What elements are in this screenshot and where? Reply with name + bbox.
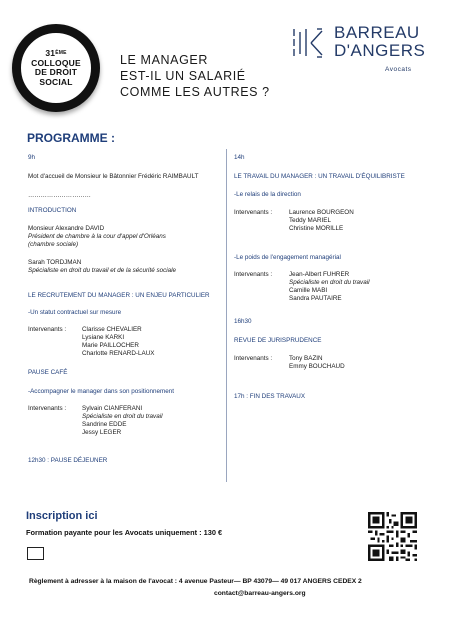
fee-text: Formation payante pour les Avocats uniquement : 130 € [26,528,223,537]
section-jurisprudence-title: REVUE DE JURISPRUDENCE [234,337,322,344]
section-travail-title: LE TRAVAIL DU MANAGER : UN TRAVAIL D'ÉQUILIBRISTE [234,173,405,180]
badge-line-2: COLLOQUE [31,57,81,68]
dotted-separator: ………………………… [28,192,91,199]
intervenants-label: Intervenants : [28,326,67,333]
title-line-3: COMME LES AUTRES ? [120,85,270,99]
intervenant: Tony BAZIN [289,355,323,362]
introduction-heading: INTRODUCTION [28,207,77,214]
intervenant-role: Spécialiste en droit du travail [289,279,370,286]
pause-cafe: PAUSE CAFÉ [28,369,68,376]
title-line-1: LE MANAGER [120,53,208,67]
section-positionnement-subtitle: -Accompagner le manager dans son positionnement [28,388,174,395]
intervenants-label: Intervenants : [234,271,273,278]
intervenant: Jessy LEGER [82,429,122,436]
intervenants-list [289,271,370,303]
qr-code-icon[interactable] [368,512,417,561]
intervenant: Christine MORILLE [289,225,344,232]
intervenants-list [82,405,163,437]
intervenant: Laurence BOURGEON [289,209,354,216]
intervenant: Emmy BOUCHAUD [289,363,345,370]
section-relais-subtitle: -Le relais de la direction [234,191,301,198]
intervenant: Sandra PAUTAIRE [289,295,342,302]
barreau-logo-icon [291,27,325,59]
logo-line-2: D'ANGERS [334,41,426,60]
section-statut-subtitle: -Un statut contractuel sur mesure [28,309,122,316]
section-recrutement-title: LE RECRUTEMENT DU MANAGER : UN ENJEU PARTICULIER [28,292,210,299]
logo-line-1: BARREAU [334,23,420,42]
introduction-speakers [28,225,228,249]
intervenant: Jean-Albert FUHRER [289,271,350,278]
intervenants-label: Intervenants : [234,355,273,362]
speaker-name: Sarah TORDJMAN [28,259,82,266]
contact-email[interactable]: contact@barreau-angers.org [214,590,306,597]
intervenant: Teddy MARIEL [289,217,331,224]
intervenant: Charlotte RENARD-LAUX [82,350,155,357]
registration-checkbox[interactable] [27,547,44,560]
speaker-role: Président de chambre à la cour d'appel d'Orléans [28,233,166,240]
intervenant: Camille MABI [289,287,328,294]
badge-edition: 31ÈME [45,48,67,58]
logo-wordmark [334,24,425,60]
event-title [120,52,270,100]
intervenants-list [289,355,345,371]
column-divider [226,149,227,482]
speaker-role: Spécialiste en droit du travail et de la sécurité sociale [28,267,177,274]
payment-address: Règlement à adresser à la maison de l'avocat : 4 avenue Pasteur— BP 43079— 49 017 ANGERS CEDEX 2 [29,578,362,585]
time-16h30: 16h30 [234,318,252,325]
colloque-badge [12,24,100,112]
intervenants-list [82,326,154,358]
badge-line-4: SOCIAL [39,76,73,87]
intervenant: Sandrine EDDE [82,421,127,428]
time-14h: 14h [234,154,245,161]
programme-heading: PROGRAMME : [27,131,115,145]
lunch-break: 12h30 : PAUSE DÉJEUNER [28,457,108,464]
logo-subtitle: Avocats [385,66,412,73]
intervenants-label: Intervenants : [28,405,67,412]
intervenant: Marie PAILLOCHER [82,342,139,349]
introduction-speaker-2 [28,259,228,275]
badge-line-3: DE DROIT [34,67,78,77]
intervenant: Lysiane KARKI [82,334,125,341]
inscription-link[interactable]: Inscription ici [26,510,98,522]
title-line-2: EST-IL UN SALARIÉ [120,69,246,83]
intervenants-list [289,209,354,233]
intervenant: Clarisse CHEVALIER [82,326,142,333]
speaker-name: Monsieur Alexandre DAVID [28,225,105,232]
intervenants-label: Intervenants : [234,209,273,216]
intervenant-role: Spécialiste en droit du travail [82,413,163,420]
section-engagement-subtitle: -Le poids de l'engagement managérial [234,254,341,261]
time-9h: 9h [28,154,36,161]
intervenant: Sylvain CIANFERANI [82,405,143,412]
welcome-text: Mot d'accueil de Monsieur le Bâtonnier Frédéric RAIMBAULT [28,173,199,180]
end-of-sessions: 17h : FIN DES TRAVAUX [234,393,306,400]
speaker-note: (chambre sociale) [28,241,79,248]
